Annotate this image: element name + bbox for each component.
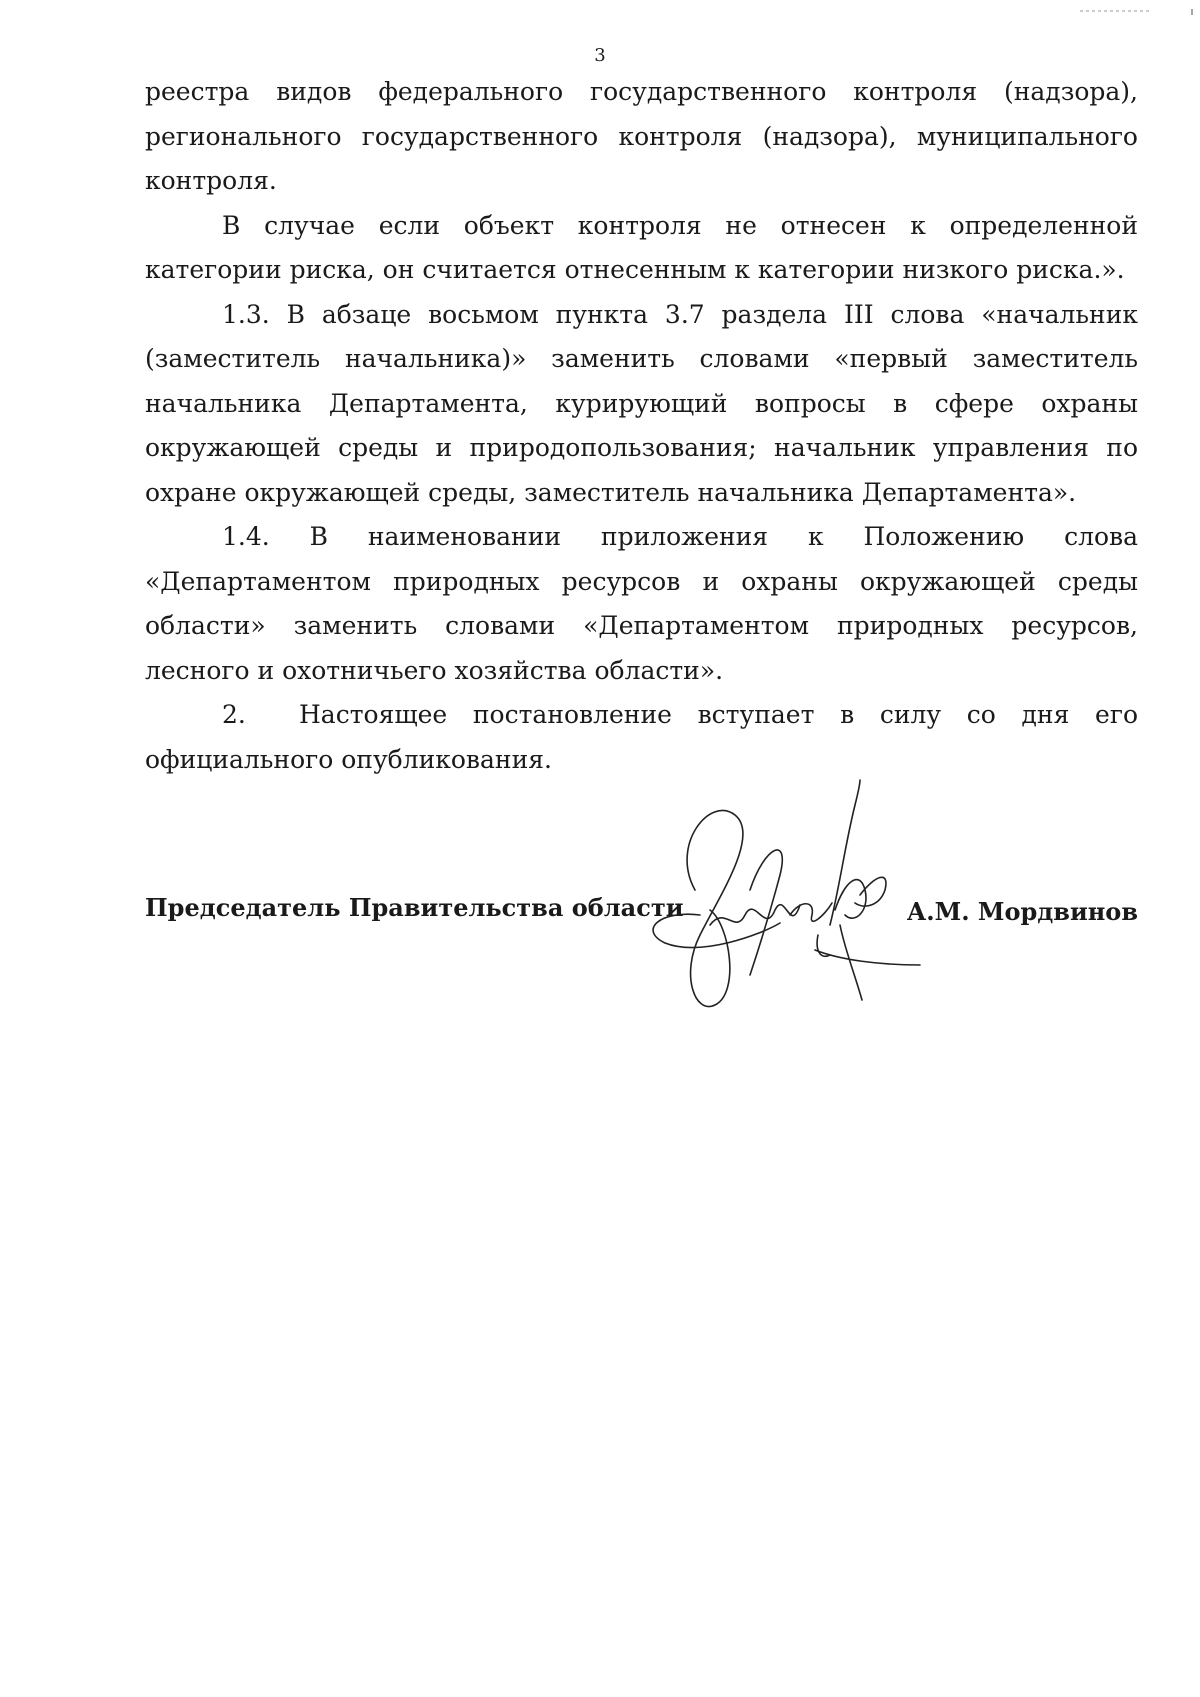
signer-title: Председатель Правительства области xyxy=(145,893,684,922)
signer-name: А.М. Мордвинов xyxy=(906,897,1138,926)
handwritten-signature-icon xyxy=(640,775,940,1035)
paragraph-continuation: реестра видов федерального государственного контроля (надзора), регионального государственного контроля (надзора), муниципального контроля. xyxy=(145,77,1138,195)
paragraph-risk-category: В случае если объект контроля не отнесен к определенной категории риска, он считается отнесенным к категории низкого риска.». xyxy=(145,210,1138,284)
paragraph-item-1-4: 1.4. В наименовании приложения к Положению слова «Департаментом природных ресурсов и охраны окружающей среды области» заменить словами «Департаментом природных ресурсов, лесного и охотничьего хозяйства области». xyxy=(145,522,1138,685)
page-number: 3 xyxy=(594,45,606,66)
document-body xyxy=(145,70,1138,782)
paragraph-item-1-3: 1.3. В абзаце восьмом пункта 3.7 раздела III слова «начальник (заместитель начальника)» заменить словами «первый заместитель начальника Департамента, курирующий вопросы в сфере охраны окружающей среды и природопользования; начальник управления по охране окружающей среды, заместитель начальника Департамента». xyxy=(145,299,1138,507)
item-2-text: Настоящее постановление вступает в силу со дня его официального опубликования. xyxy=(145,700,1138,774)
item-2-number: 2. xyxy=(222,700,246,729)
paragraph-item-2 xyxy=(145,693,1138,782)
scan-corner-mark xyxy=(1080,0,1200,6)
